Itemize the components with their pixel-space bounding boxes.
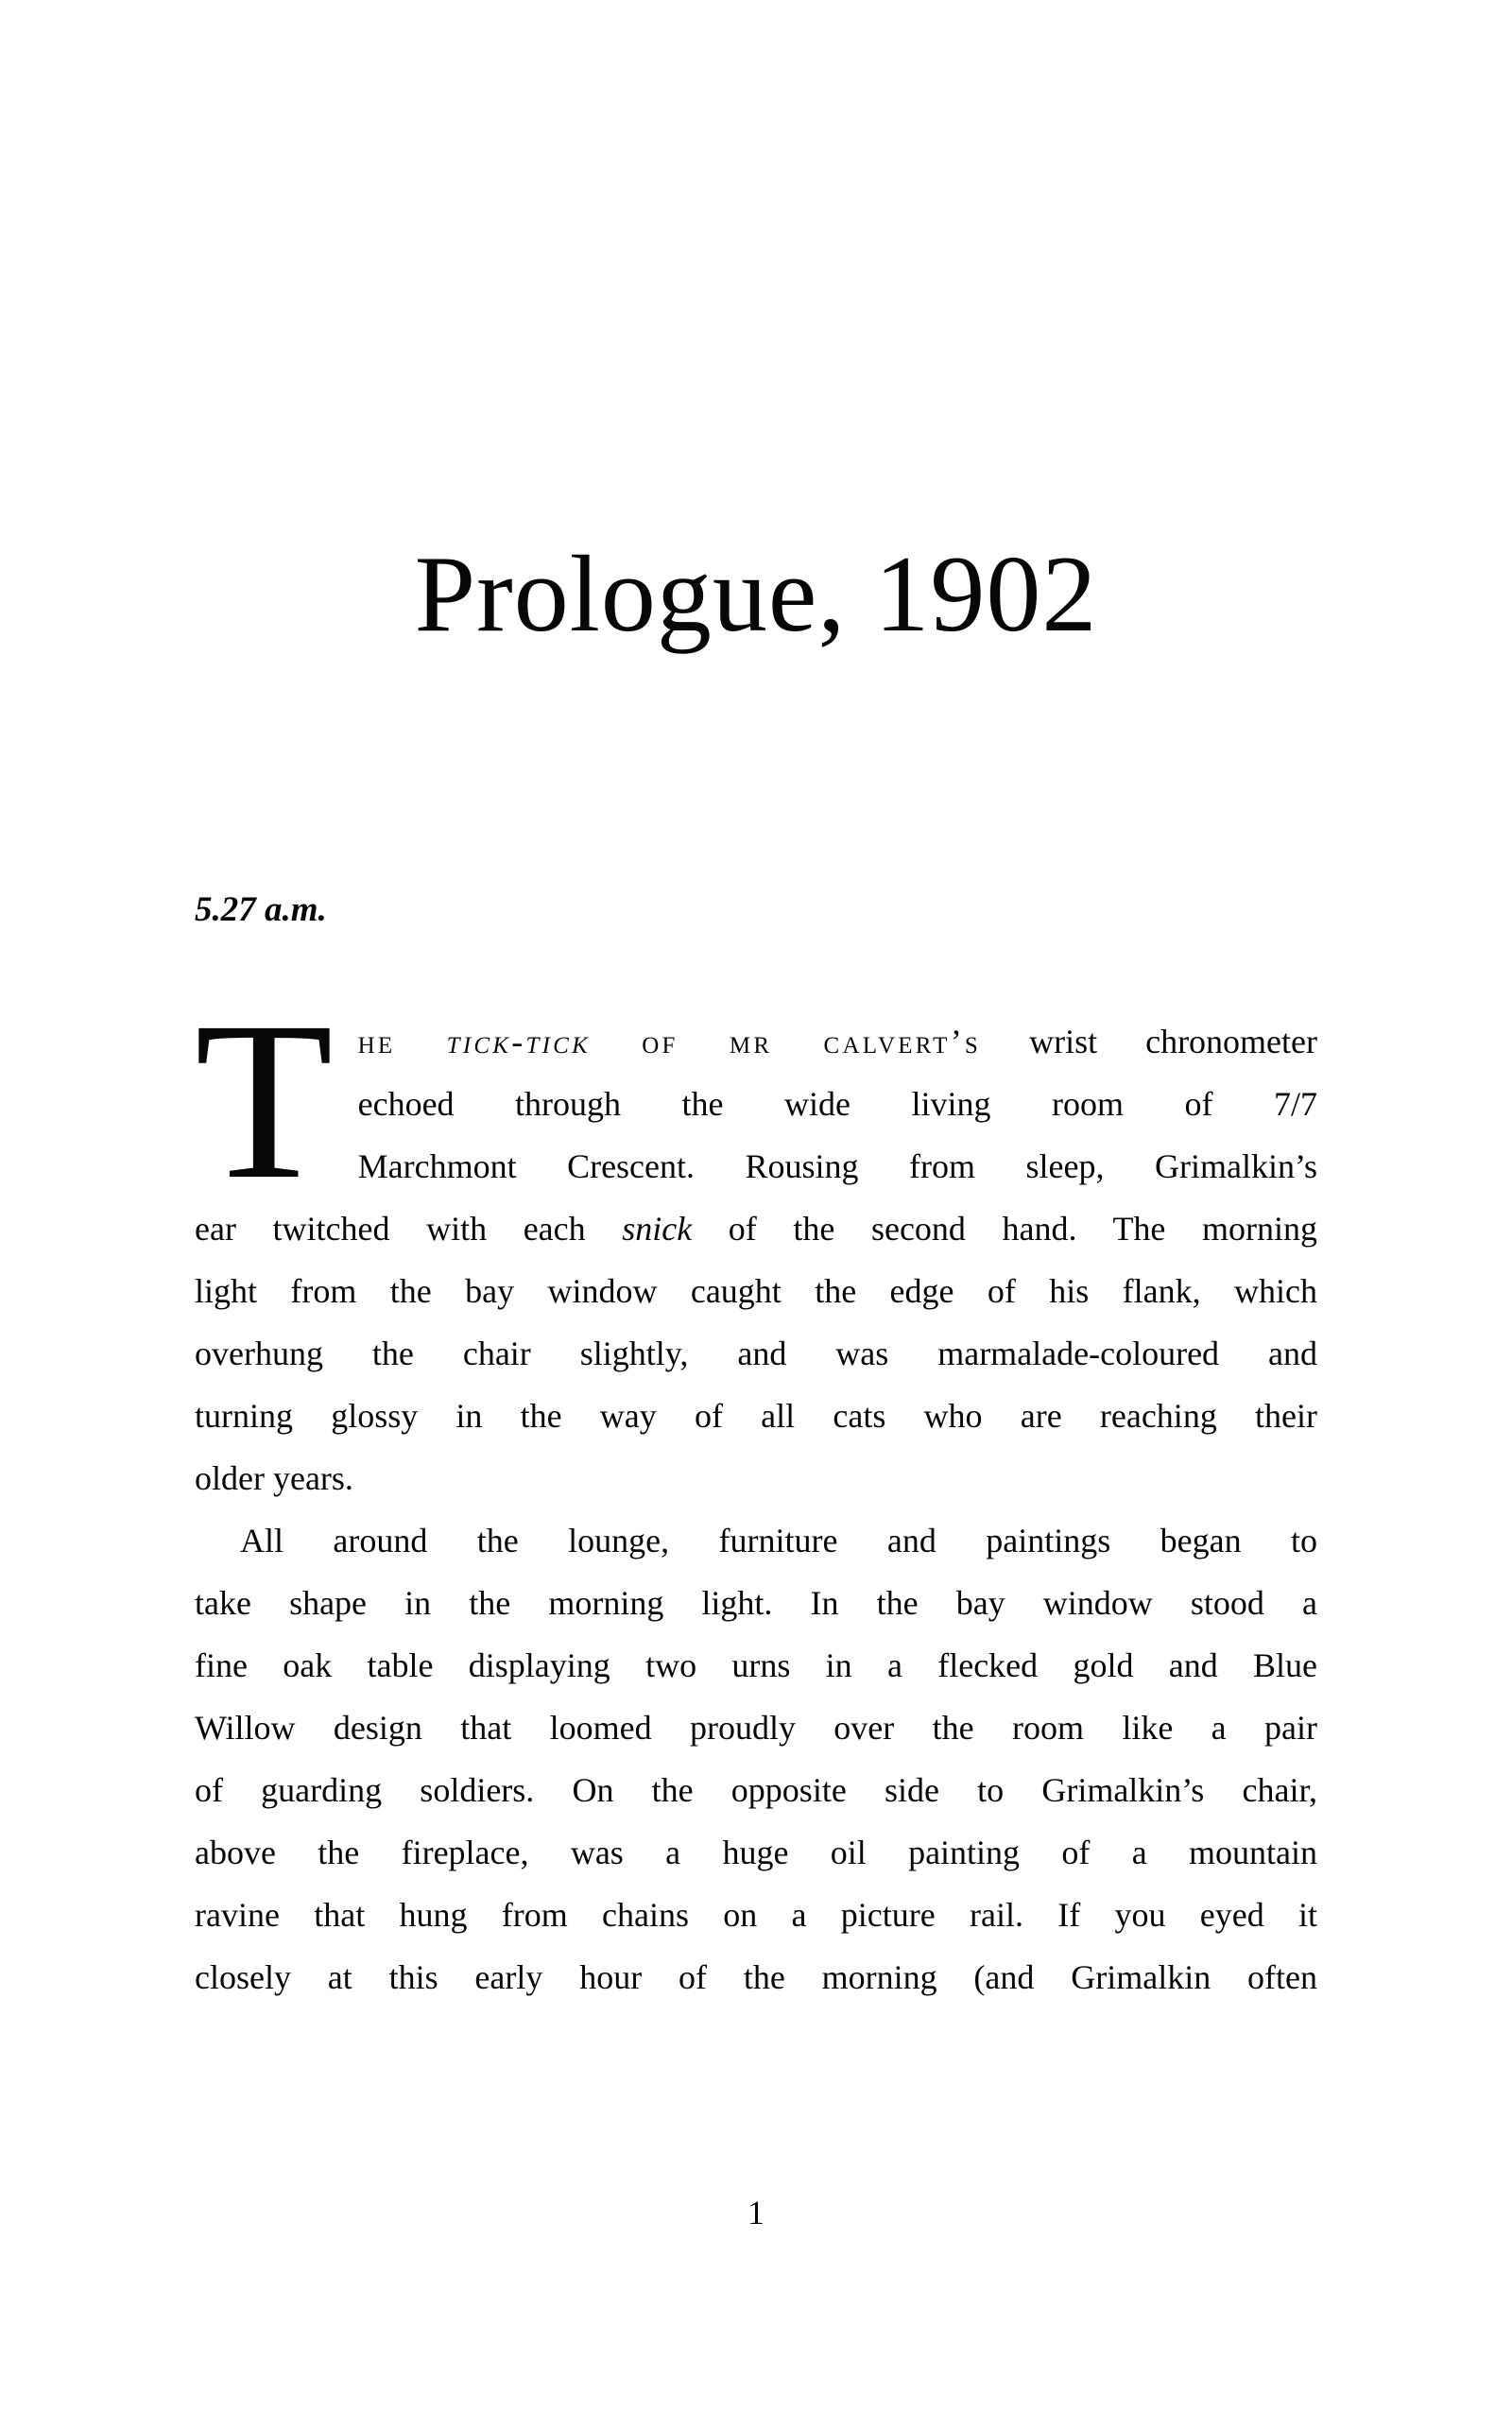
text-line: overhung the chair slightly, and was marmalade-coloured and: [195, 1335, 1317, 1372]
line-post-text: of the second hand. The morning: [692, 1210, 1317, 1248]
page-number: 1: [747, 2194, 765, 2231]
body-text: [195, 974, 1318, 2008]
text-line: fine oak table displaying two urns in a flecked gold and Blue: [195, 1646, 1317, 1684]
text-line-with-italic: [195, 1197, 1317, 1260]
text-line-paragraph-end: older years.: [195, 1459, 353, 1497]
text-line-opening: [195, 1010, 1317, 1073]
text-line: light from the bay window caught the edge of his flank, which: [195, 1272, 1317, 1310]
chapter-title: Prologue, 1902: [414, 534, 1098, 655]
text-line: Willow design that loomed proudly over the room like a pair: [195, 1709, 1317, 1747]
text-line: turning glossy in the way of all cats who are reaching their: [195, 1397, 1317, 1435]
text-line: take shape in the morning light. In the bay window stood a: [195, 1584, 1317, 1622]
drop-cap: T: [195, 974, 334, 1226]
opening-regular-text: wrist chronometer: [981, 1023, 1318, 1060]
time-heading: 5.27 a.m.: [195, 890, 327, 929]
smallcaps-continuation: of mr calvert’s: [590, 1023, 982, 1060]
italic-smallcaps-phrase: tick-tick: [446, 1023, 591, 1060]
text-line-paragraph-start: All around the lounge, furniture and paintings began to: [240, 1522, 1317, 1559]
text-line: closely at this early hour of the morning (and Grimalkin often: [195, 1958, 1317, 1996]
text-line: of guarding soldiers. On the opposite side to Grimalkin’s chair,: [195, 1771, 1317, 1809]
line-pre-text: ear twitched with each: [195, 1210, 623, 1248]
text-line: Marchmont Crescent. Rousing from sleep, Grimalkin’s: [357, 1147, 1317, 1185]
smallcaps-opening: he: [357, 1023, 447, 1060]
text-line: ravine that hung from chains on a picture rail. If you eyed it: [195, 1896, 1317, 1934]
italic-word: snick: [622, 1210, 693, 1248]
text-line: echoed through the wide living room of 7/7: [357, 1085, 1317, 1123]
text-line: above the fireplace, was a huge oil painting of a mountain: [195, 1834, 1317, 1871]
